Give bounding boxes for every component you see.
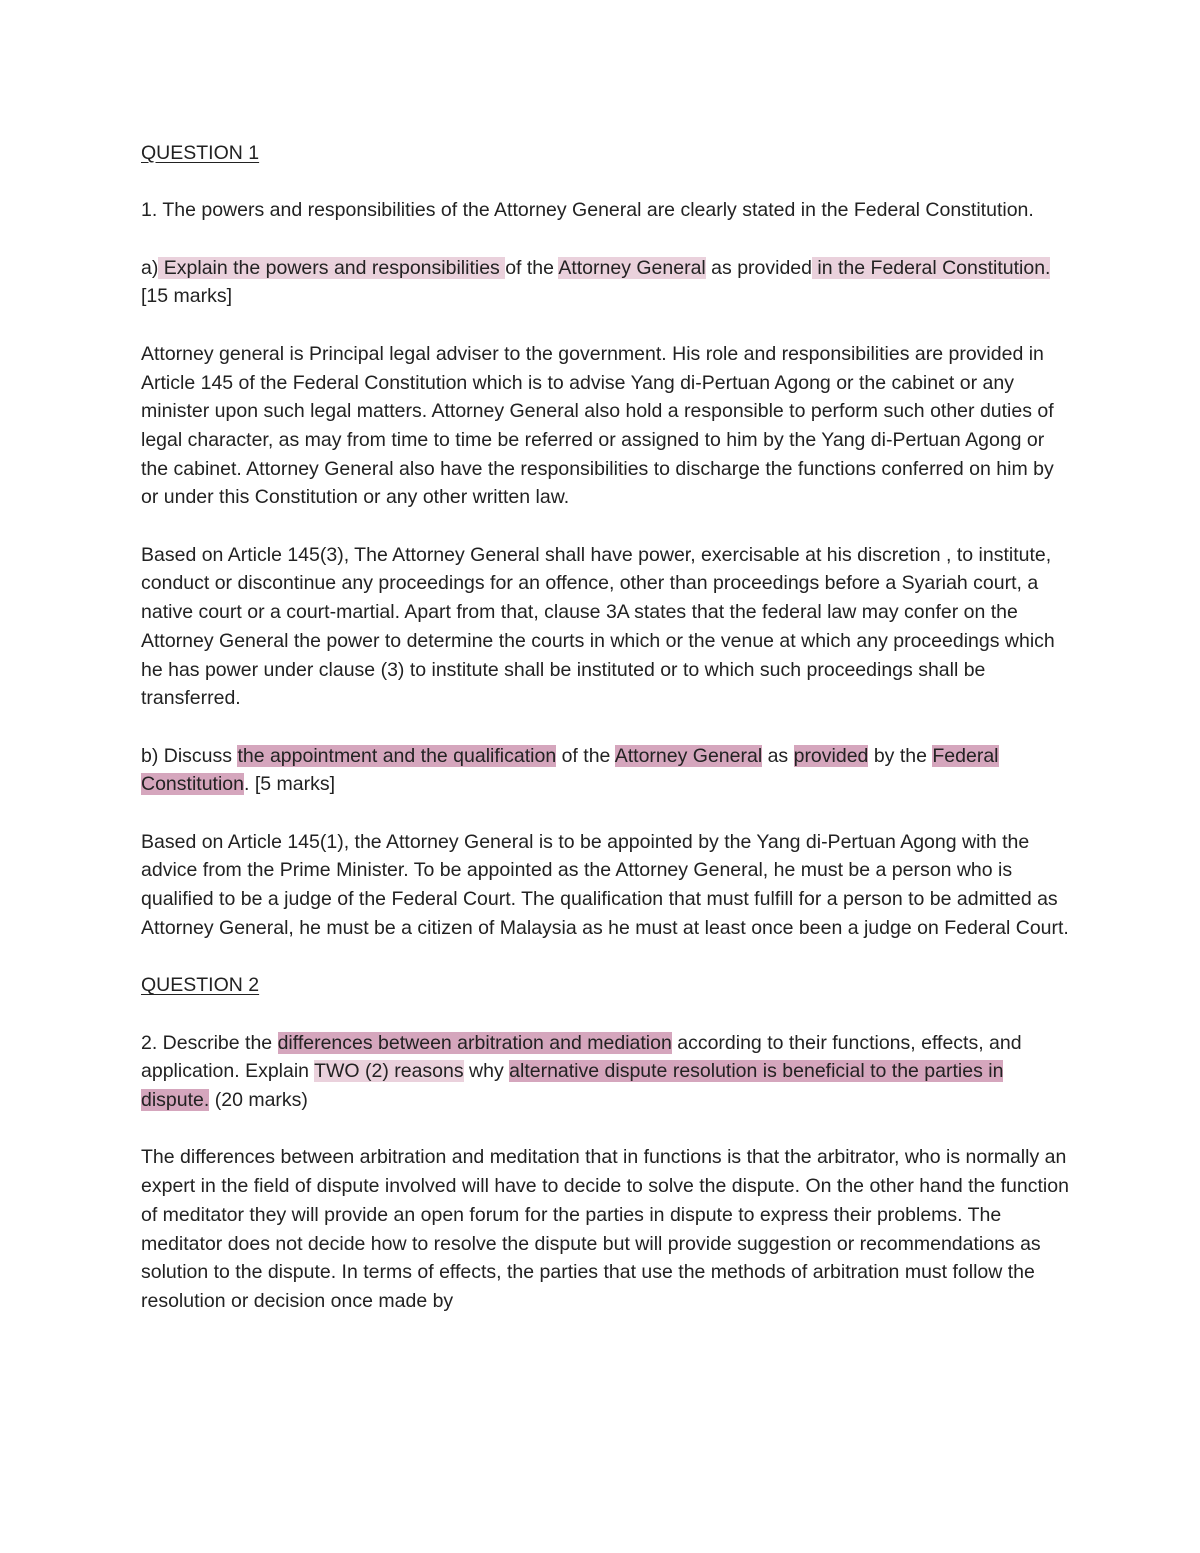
q2-text-2: according to their functions, effects, and application. Explain <box>141 1031 1022 1083</box>
part-b-text-2: as <box>762 744 794 767</box>
highlight-appointment-qualification: the appointment and the qualification <box>237 744 557 767</box>
answer-b-paragraph: Based on Article 145(1), the Attorney General is to be appointed by the Yang di-Pertuan Agong with the advice from the Prime Minister. To be appointed as the Attorney General, he must be a person who is qualified to be a judge of the Federal Court. The qualification that must fulfill for a person to be admitted as Attorney General, he must be a citizen of Malaysia as he must at least once been a judge on Federal Court. <box>141 830 1069 939</box>
document-page <box>141 139 1071 1344</box>
question-1-part-a <box>141 254 1071 311</box>
question-1-intro: 1. The powers and responsibilities of the Attorney General are clearly stated in the Federal Constitution. <box>141 199 1034 222</box>
highlight-attorney-general-b: Attorney General <box>614 744 763 767</box>
answer-a-paragraph-1: Attorney general is Principal legal adviser to the government. His role and responsibilities are provided in Article 145 of the Federal Constitution which is to advise Yang di-Pertuan Agong or the cabinet or any minister upon such legal matters. Attorney General also hold a responsible to perform such other duties of legal character, as may from time to time be referred or assigned to him by the Yang di-Pertuan Agong or the cabinet. Attorney General also have the responsibilities to discharge the functions conferred on him by or under this Constitution or any other written law. <box>141 342 1054 509</box>
highlight-federal-constitution-b: Federal Constitution <box>141 744 999 796</box>
highlight-provided: provided <box>793 744 869 767</box>
answer-a-paragraph-2: Based on Article 145(3), The Attorney General shall have power, exercisable at his discretion , to institute, conduct or discontinue any proceedings for an offence, other than proceedings before a Syariah court, a native court or a court-martial. Apart from that, clause 3A states that the federal law may confer on the Attorney General the power to determine the courts in which or the venue at which any proceedings which he has power under clause (3) to institute shall be instituted or to which such proceedings shall be transferred. <box>141 543 1055 710</box>
question-2-prompt <box>141 1029 1071 1115</box>
question-2-heading: QUESTION 2 <box>141 974 260 997</box>
highlight-two-reasons: TWO (2) reasons <box>314 1060 464 1083</box>
part-b-prefix: b) Discuss <box>141 744 238 767</box>
highlight-attorney-general: Attorney General <box>558 256 706 279</box>
highlight-federal-constitution: in the Federal Constitution. <box>812 256 1051 279</box>
part-a-prefix: a) <box>141 256 159 279</box>
part-b-text-1: of the <box>556 744 615 767</box>
question-1-part-b <box>141 742 1071 799</box>
q2-text-1: 2. Describe the <box>141 1031 278 1054</box>
q2-text-3: why <box>463 1060 510 1083</box>
highlight-differences: differences between arbitration and mediation <box>277 1031 672 1054</box>
part-b-text-3: by the <box>868 744 933 767</box>
answer-q2-paragraph: The differences between arbitration and meditation that in functions is that the arbitrator, who is normally an expert in the field of dispute involved will have to decide to solve the dispute. On the other hand the function of meditator they will provide an open forum for the parties in dispute to express their problems. The meditator does not decide how to resolve the dispute but will provide suggestion or recommendations as solution to the dispute. In terms of effects, the parties that use the methods of arbitration must follow the resolution or decision once made by <box>141 1146 1069 1312</box>
part-a-text-2: as provided <box>705 256 812 279</box>
part-a-marks: [15 marks] <box>141 285 233 308</box>
highlight-explain-powers: Explain the powers and responsibilities <box>158 256 506 279</box>
part-a-text-1: of the <box>505 256 559 279</box>
part-b-marks: . [5 marks] <box>243 773 336 796</box>
highlight-adr-beneficial: alternative dispute resolution is beneficial to the parties in dispute. <box>141 1060 1004 1112</box>
q2-marks: (20 marks) <box>209 1089 308 1112</box>
question-1-heading: QUESTION 1 <box>141 142 260 164</box>
